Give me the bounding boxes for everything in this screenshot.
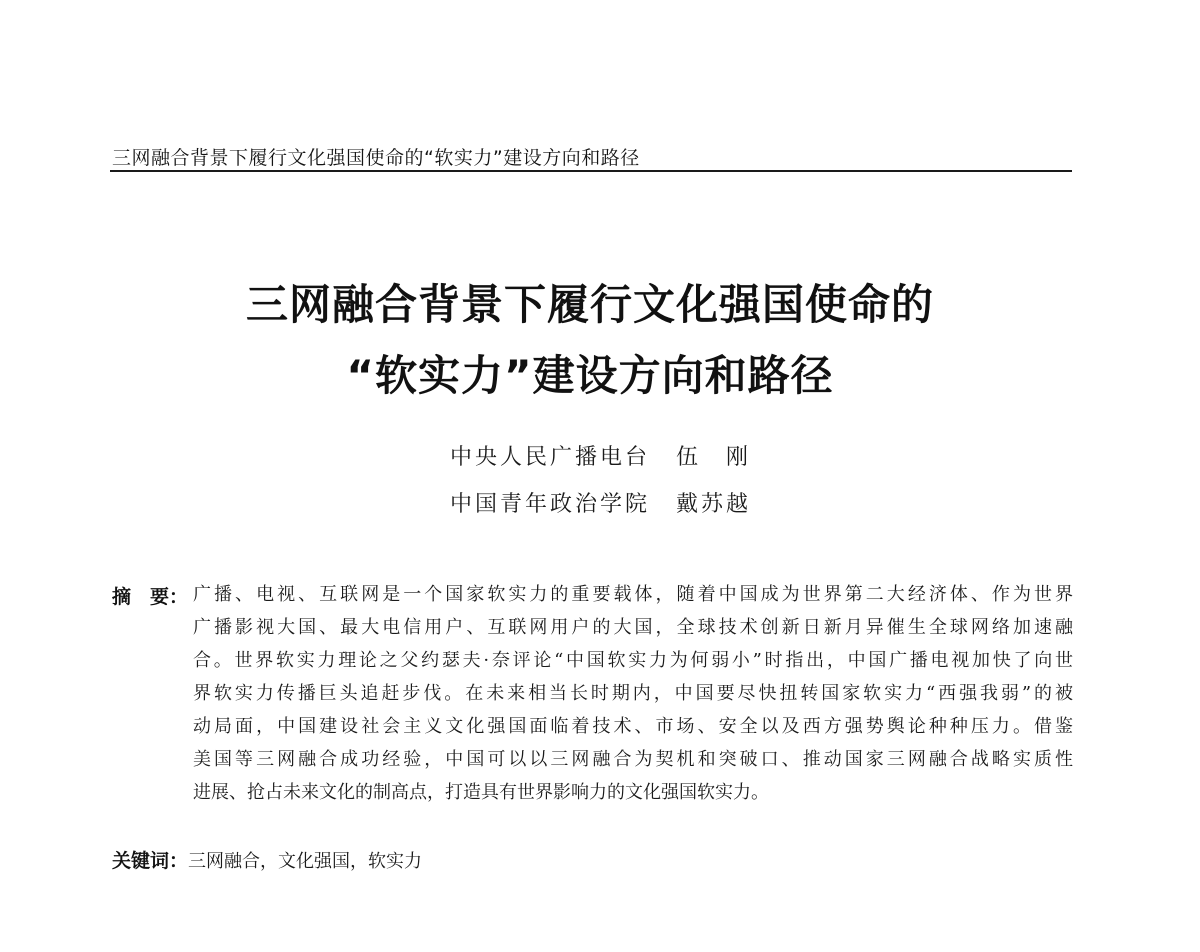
header-rule bbox=[110, 170, 1072, 172]
abstract-body bbox=[193, 578, 1073, 809]
author-line bbox=[450, 487, 751, 518]
keywords bbox=[112, 846, 422, 873]
abstract-line: 合。世界软实力理论之父约瑟夫·奈评论“中国软实力为何弱小”时指出，中国广播电视加快了向世 bbox=[193, 650, 1073, 671]
title-line-2: “软实力”建设方向和路径 bbox=[346, 351, 834, 400]
title-line-1: 三网融合背景下履行文化强国使命的 bbox=[245, 280, 934, 329]
abstract-line: 界软实力传播巨头追赶步伐。在未来相当长时期内，中国要尽快扭转国家软实力“西强我弱”的被 bbox=[193, 683, 1073, 704]
author-affiliation: 中央人民广播电台 bbox=[450, 445, 651, 470]
keywords-label: 关键词： bbox=[112, 850, 189, 872]
author-name: 戴苏越 bbox=[676, 492, 752, 517]
keywords-value: 三网融合，文化强国，软实力 bbox=[188, 851, 423, 872]
abstract-line: 进展、抢占未来文化的制高点，打造具有世界影响力的文化强国软实力。 bbox=[193, 782, 769, 803]
abstract-line: 广播影视大国、最大电信用户、互联网用户的大国，全球技术创新日新月异催生全球网络加速融 bbox=[193, 617, 1073, 638]
running-head: 三网融合背景下履行文化强国使命的“软实力”建设方向和路径 bbox=[112, 147, 640, 169]
author-name: 伍 刚 bbox=[676, 445, 752, 470]
abstract-label: 摘 要： bbox=[112, 586, 189, 608]
author-affiliation: 中国青年政治学院 bbox=[450, 492, 651, 517]
abstract-line: 广播、电视、互联网是一个国家软实力的重要载体，随着中国成为世界第二大经济体、作为世界 bbox=[193, 584, 1073, 605]
author-line bbox=[450, 440, 751, 471]
abstract-line: 动局面，中国建设社会主义文化强国面临着技术、市场、安全以及西方强势舆论种种压力。借鉴 bbox=[193, 716, 1073, 737]
abstract-line: 美国等三网融合成功经验，中国可以以三网融合为契机和突破口、推动国家三网融合战略实质性 bbox=[193, 749, 1073, 770]
